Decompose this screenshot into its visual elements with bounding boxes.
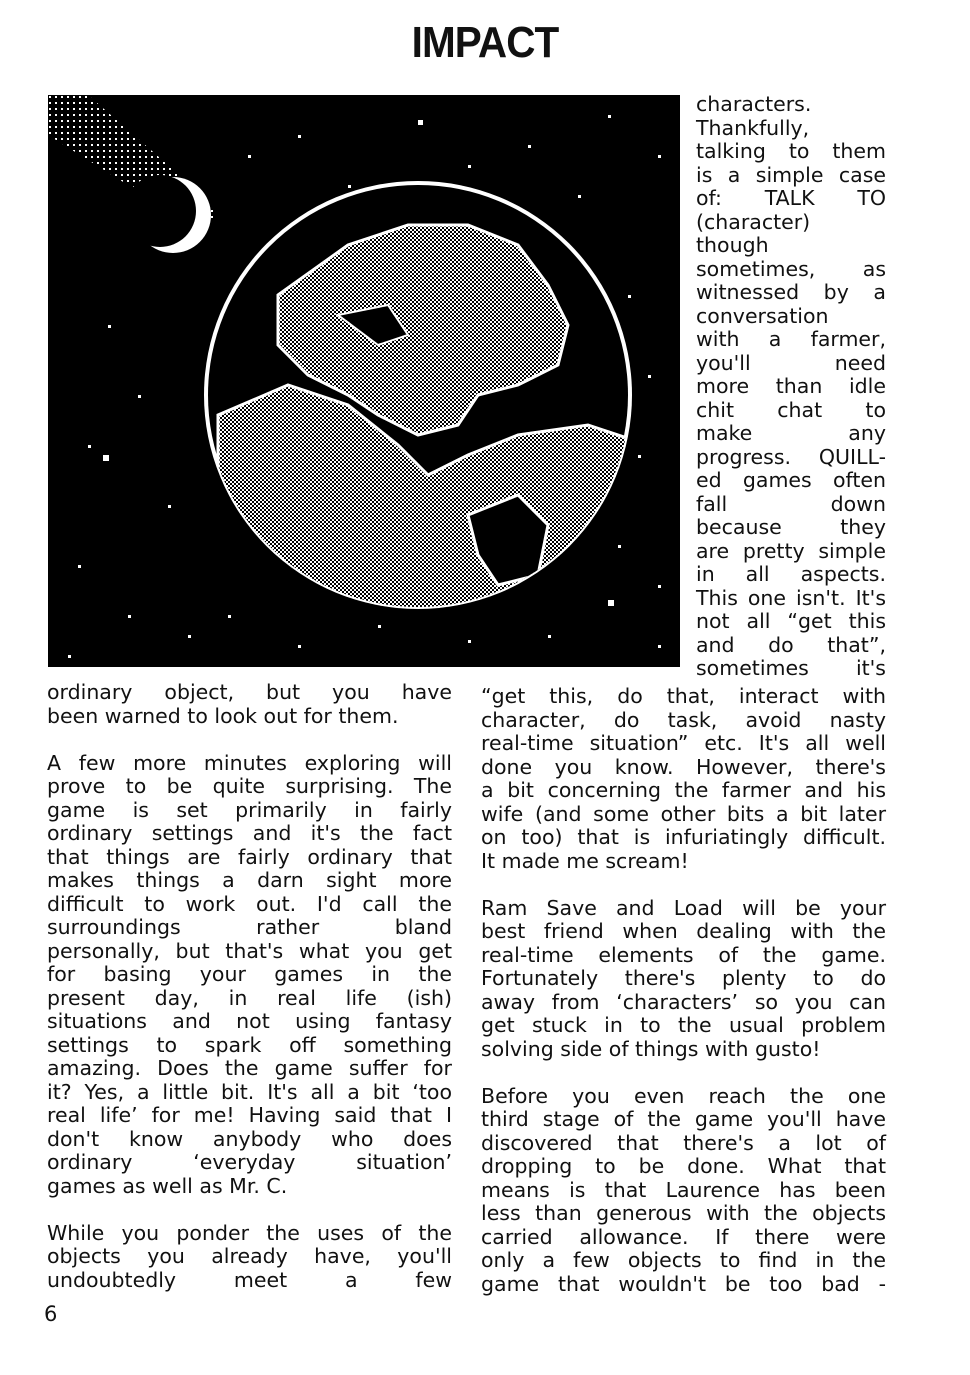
text-line: been warned to look out for them. (47, 703, 399, 728)
text-line: game that wouldn't be too bad - (481, 1271, 886, 1296)
moon-icon (124, 175, 211, 253)
text-line: (character) (696, 209, 811, 234)
text-line: ordinary settings and it's the fact (47, 821, 452, 845)
earth-icon (48, 95, 680, 667)
text-line: amazing. Does the game suffer for (47, 1056, 452, 1080)
text-line: for basing your games in the (47, 962, 452, 986)
text-line: prove to be quite surprising. The (47, 774, 452, 798)
text-line: you'll need (696, 350, 886, 375)
page-title: IMPACT (411, 18, 559, 67)
text-line: Ram Save and Load will be your (481, 895, 886, 920)
text-line: objects you already have, you'll (47, 1244, 452, 1268)
text-line: on too) that is infuriatingly difficult. (481, 825, 886, 849)
text-line: it? Yes, a little bit. It's all a bit ‘too (47, 1079, 452, 1104)
text-line: Before you even reach the one (481, 1083, 886, 1108)
text-line: dropping to be done. What that (481, 1154, 886, 1178)
text-line: away from ‘characters’ so you can (481, 989, 886, 1014)
text-line: surroundings rather bland (47, 915, 452, 939)
text-line: and do that”, (696, 632, 886, 657)
text-line: best friend when dealing with the (481, 919, 886, 943)
text-line: real-time situation” etc. It's all well (481, 731, 886, 755)
text-line: wife (and some other bits a bit later (481, 801, 886, 826)
text-line: are pretty simple (696, 538, 886, 563)
text-line: character, do task, avoid nasty (481, 707, 886, 732)
text-line: games as well as Mr. C. (47, 1173, 288, 1198)
text-line: makes things a darn sight more (47, 868, 452, 892)
text-line: game is set primarily in fairly (47, 797, 452, 822)
text-line: real life’ for me! Having said that I (47, 1103, 452, 1127)
text-line: chit chat to (696, 397, 886, 422)
text-line: more than idle (696, 374, 886, 398)
text-line: situations and not using fantasy (47, 1009, 452, 1033)
text-line: characters. (696, 92, 812, 116)
text-line: sometimes, as (696, 256, 886, 281)
text-line: ordinary object, but you have (47, 680, 452, 704)
text-line: not all “get this (696, 609, 886, 633)
text-line: settings to spark off something (47, 1032, 452, 1057)
text-line: progress. QUILL- (696, 444, 886, 469)
text-line: This one isn't. It's (696, 585, 886, 610)
text-line: difficult to work out. I'd call the (47, 891, 452, 916)
text-line: because they (696, 515, 886, 539)
earth-space-illustration (48, 95, 680, 667)
text-line: It made me scream! (481, 848, 689, 873)
text-line: ed games often (696, 468, 886, 492)
text-line: discovered that there's a lot of (481, 1130, 886, 1155)
text-line: “get this, do that, interact with (481, 684, 886, 708)
text-line: solving side of things with gusto! (481, 1036, 821, 1061)
text-line: means is that Laurence has been (481, 1177, 886, 1202)
globe (204, 181, 648, 615)
text-line: with a farmer, (696, 327, 886, 351)
text-line: undoubtedly meet a few (47, 1267, 452, 1292)
text-line: real-time elements of the game. (481, 942, 886, 967)
text-line: Fortunately there's plenty to do (481, 966, 886, 990)
text-line: less than generous with the objects (481, 1201, 886, 1225)
text-line: of: TALK TO (696, 186, 886, 210)
text-line: get stuck in to the usual problem (481, 1013, 886, 1037)
text-line: conversation (696, 303, 829, 328)
text-line: make any (696, 421, 886, 445)
text-line: sometimes it's (696, 656, 886, 680)
text-line: fall down (696, 491, 886, 516)
text-line: done you know. However, there's (481, 754, 886, 779)
text-line: though (696, 233, 769, 257)
text-line: ordinary ‘everyday situation’ (47, 1150, 452, 1174)
text-line: personally, but that's what you get (47, 938, 452, 963)
text-line: While you ponder the uses of the (47, 1220, 452, 1245)
text-line: is a simple case (696, 162, 886, 187)
page-number: 6 (44, 1302, 58, 1326)
text-line: talking to them (696, 139, 886, 163)
text-line: only a few objects to find in the (481, 1248, 886, 1272)
text-line: don't know anybody who does (47, 1126, 452, 1151)
text-line: witnessed by a (696, 280, 886, 304)
text-line: present day, in real life (ish) (47, 985, 452, 1010)
text-line: Thankfully, (696, 115, 810, 140)
text-line: carried allowance. If there were (481, 1224, 886, 1249)
text-line: third stage of the game you'll have (481, 1107, 886, 1131)
text-line: a bit concerning the farmer and his (481, 778, 886, 802)
text-line: A few more minutes exploring will (47, 750, 452, 775)
text-line: in all aspects. (696, 562, 886, 586)
text-line: that things are fairly ordinary that (47, 844, 452, 869)
